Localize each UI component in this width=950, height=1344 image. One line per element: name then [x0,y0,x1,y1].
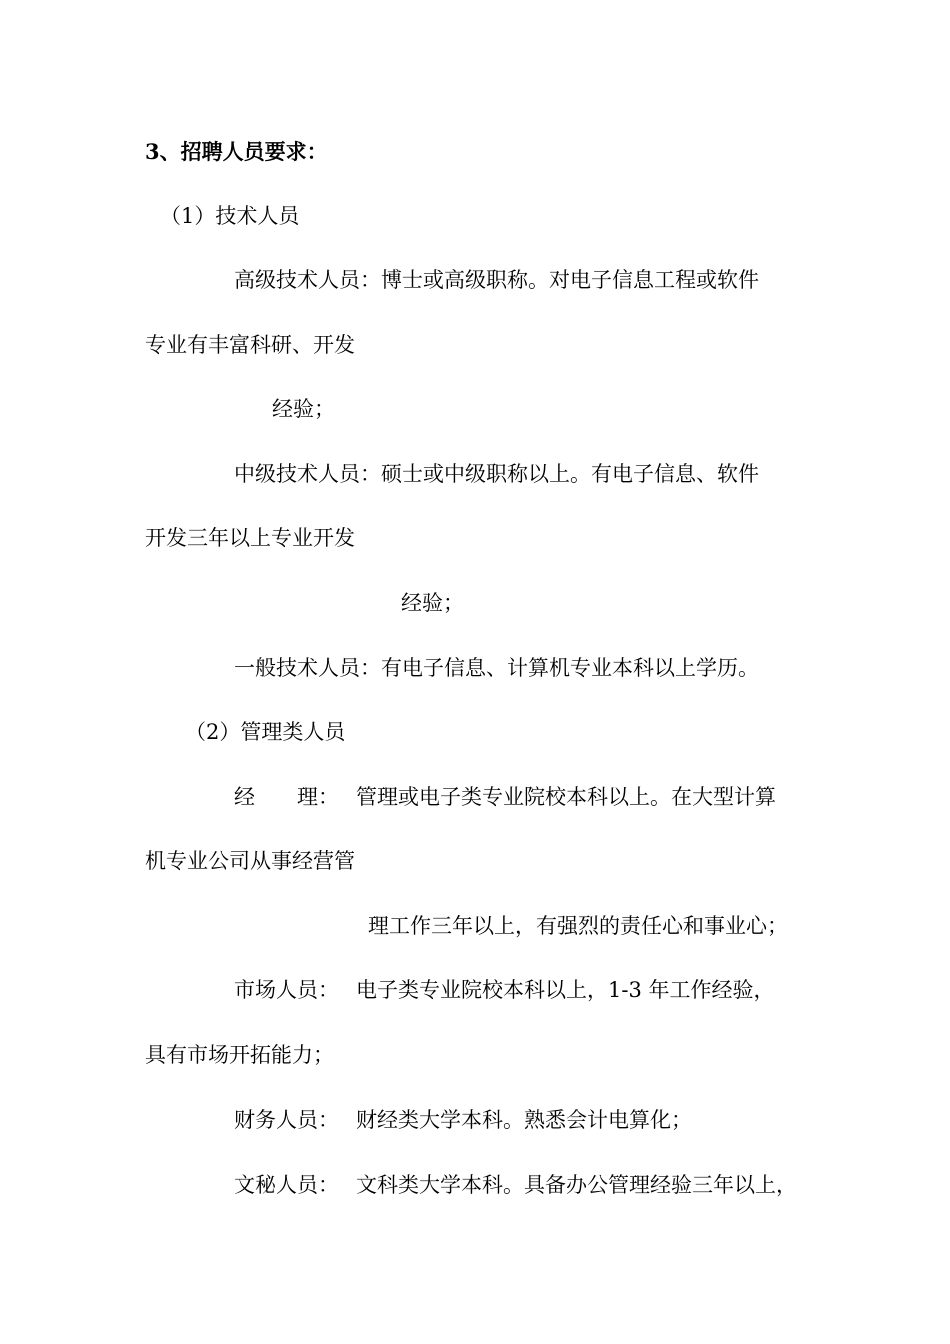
manager-line-3: 理工作三年以上，有强烈的责任心和事业心； [368,914,788,938]
middle-tech-line-2: 开发三年以上专业开发 [145,526,355,550]
manager-line-2: 机专业公司从事经营管 [145,849,355,873]
market-line-2: 具有市场开拓能力； [145,1043,334,1067]
section-heading: 3、招聘人员要求： [145,139,328,164]
subsection-title-management: （2）管理类人员 [185,720,346,744]
secretary-label: 文秘人员： [234,1173,339,1197]
market-line-1: 电子类专业院校本科以上，1-3 年工作经验， [356,978,775,1002]
finance-label: 财务人员： [234,1108,339,1132]
manager-label: 经 理： [234,785,339,809]
senior-tech-line-3: 经验； [272,397,335,421]
middle-tech-line-3: 经验； [401,591,464,615]
general-tech-line-1: 一般技术人员：有电子信息、计算机专业本科以上学历。 [234,656,759,680]
manager-line-1: 管理或电子类专业院校本科以上。在大型计算 [356,785,776,809]
secretary-line-1: 文科类大学本科。具备办公管理经验三年以上， [356,1173,797,1197]
market-label: 市场人员： [234,978,339,1002]
finance-line-1: 财经类大学本科。熟悉会计电算化； [356,1108,692,1132]
subsection-title-technical: （1）技术人员 [160,204,300,228]
senior-tech-line-2: 专业有丰富科研、开发 [145,333,355,357]
middle-tech-line-1: 中级技术人员：硕士或中级职称以上。有电子信息、软件 [234,462,759,486]
senior-tech-line-1: 高级技术人员：博士或高级职称。对电子信息工程或软件 [234,268,759,292]
